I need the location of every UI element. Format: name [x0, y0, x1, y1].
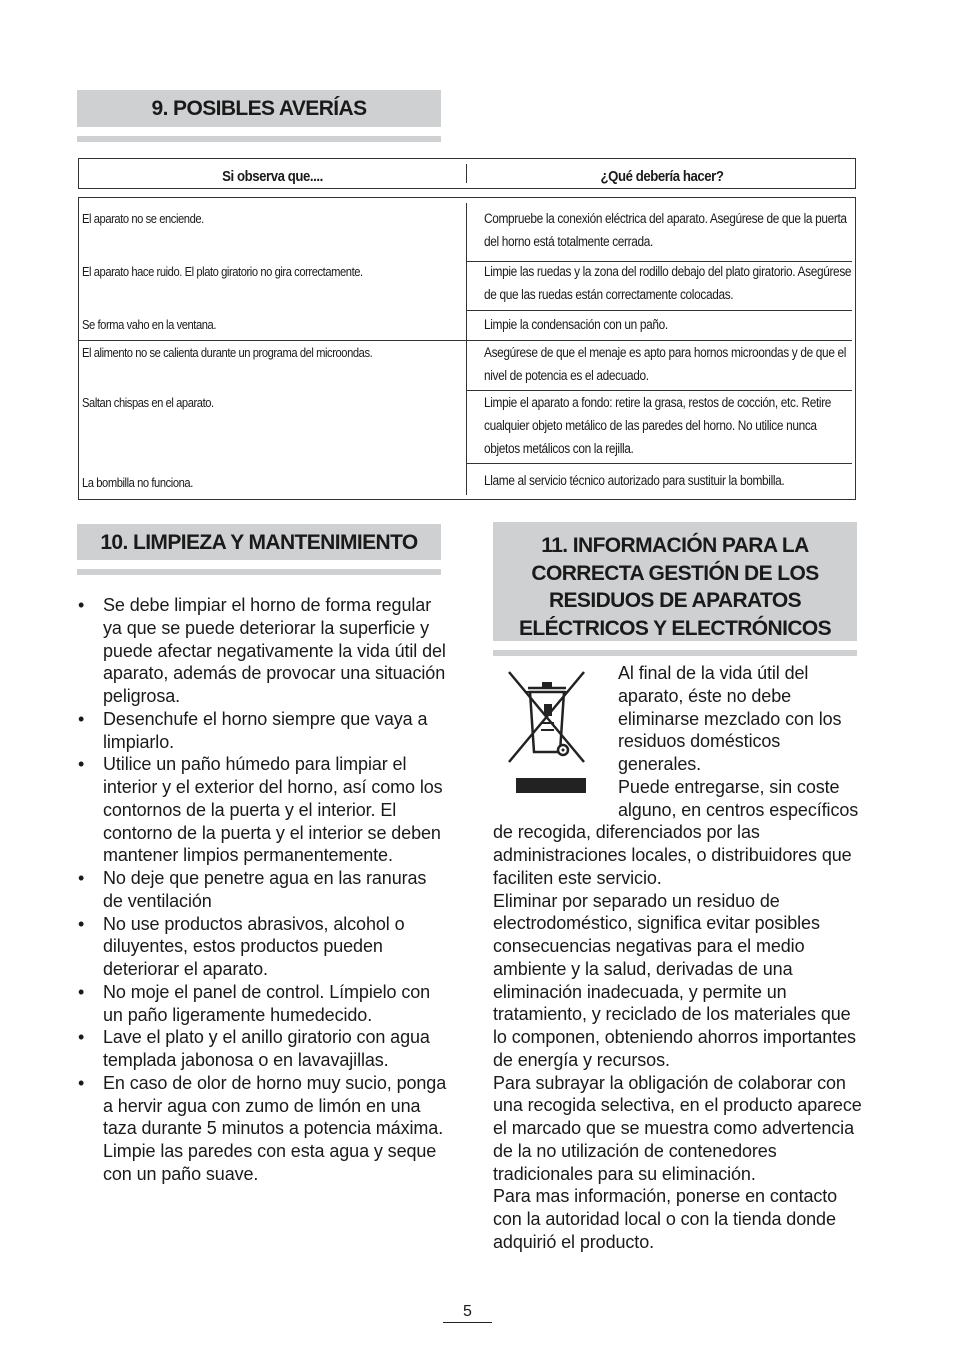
- list-item: [78, 913, 448, 981]
- solution-cell: Asegúrese de que el menaje es apto para hornos microondas y de que el nivel de potencia es el adecuado.: [484, 345, 847, 383]
- title-line: 11. INFORMACIÓN PARA LA: [541, 534, 809, 557]
- list-item-text: Utilice un paño húmedo para limpiar el interior y el exterior del horno, así como los contornos de la puerta y el interior. El contorno de la puerta y el interior se deben mantener limpios permanentemente.: [103, 754, 443, 866]
- list-item-text: En caso de olor de horno muy sucio, ponga a hervir agua con zumo de limón en una taza durante 5 minutos a potencia máxima. Limpie las paredes con esta agua y seque con un paño suave.: [103, 1072, 447, 1184]
- problem-cell: El aparato hace ruido. El plato giratorio no gira correctamente.: [82, 264, 363, 279]
- list-item: [78, 981, 448, 1027]
- list-item-text: Desenchufe el horno siempre que vaya a limpiarlo.: [103, 708, 428, 752]
- header-divider: [466, 164, 467, 183]
- problem-cell: Saltan chispas en el aparato.: [82, 395, 214, 410]
- list-item-text: No deje que penetre agua en las ranuras de ventilación: [103, 868, 427, 911]
- troubleshooting-table: [78, 197, 856, 500]
- section-9-title: 9. POSIBLES AVERÍAS: [77, 90, 441, 127]
- list-item: [78, 867, 448, 913]
- list-item: [78, 1072, 448, 1186]
- bullet: •: [78, 1072, 85, 1093]
- bullet: •: [78, 708, 85, 729]
- problem-cell: La bombilla no funciona.: [82, 475, 193, 490]
- list-item-text: No moje el panel de control. Límpielo con un paño ligeramente humedecido.: [103, 981, 431, 1025]
- bullet: •: [78, 1027, 85, 1048]
- weee-paragraph: Al final de la vida útil del aparato, éste no debe eliminarse mezclado con los residuos domésticos generales.: [618, 663, 842, 774]
- weee-information-text: [493, 662, 863, 1254]
- solution-cell: Limpie las ruedas y la zona del rodillo debajo del plato giratorio. Asegúrese de que las ruedas están correctamente colocadas.: [484, 264, 852, 302]
- problem-cell: El aparato no se enciende.: [82, 211, 204, 226]
- section-10-title: 10. LIMPIEZA Y MANTENIMIENTO: [77, 524, 441, 560]
- title-line: RESIDUOS DE APARATOS: [548, 589, 802, 612]
- cleaning-instructions-list: [78, 594, 448, 1186]
- list-item-text: Se debe limpiar el horno de forma regular ya que se puede deteriorar la superficie y puede afectar negativamente la vida útil del aparato, además de provocar una situación peligrosa.: [103, 595, 446, 706]
- problem-cell: Se forma vaho en la ventana.: [82, 317, 217, 332]
- bullet: •: [78, 754, 85, 775]
- title-line: CORRECTA GESTIÓN DE LOS: [531, 561, 819, 585]
- solution-cell: Limpie el aparato a fondo: retire la grasa, restos de cocción, etc. Retire cualquier objeto metálico de las paredes del horno. No utilice nunca objetos metálicos con la rejilla.: [484, 395, 832, 456]
- bullet: •: [78, 868, 85, 888]
- solution-cell: Compruebe la conexión eléctrica del aparato. Asegúrese de que la puerta del horno está totalmente cerrada.: [484, 211, 847, 249]
- row-divider: [466, 463, 852, 464]
- page-number: 5: [443, 1302, 492, 1323]
- bullet: •: [78, 595, 85, 615]
- list-item: [78, 753, 448, 867]
- column-divider: [466, 203, 467, 495]
- troubleshooting-table-header: [78, 158, 856, 189]
- section-9-underline: [77, 136, 441, 142]
- section-11-underline: [493, 650, 857, 656]
- list-item-text: No use productos abrasivos, alcohol o diluyentes, estos productos pueden deteriorar el aparato.: [103, 913, 405, 979]
- list-item: [78, 594, 448, 708]
- weee-paragraph: Para mas información, ponerse en contacto con la autoridad local o con la tienda donde adquirió el producto.: [493, 1186, 838, 1252]
- solution-cell: Llame al servicio técnico autorizado para sustituir la bombilla.: [484, 473, 785, 488]
- title-line: ELÉCTRICOS Y ELECTRÓNICOS: [518, 616, 832, 640]
- list-item: [78, 708, 448, 754]
- solution-cell: Limpie la condensación con un paño.: [484, 317, 668, 332]
- section-11-title: [493, 522, 857, 641]
- weee-paragraph: Puede entregarse, sin coste alguno, en centros específicos de recogida, diferenciados por las administraciones locales, o distribuidores que faciliten este servicio.: [493, 776, 859, 888]
- column-header-problem: Si observa que....: [222, 168, 323, 185]
- weee-paragraph: Eliminar por separado un residuo de electrodoméstico, significa evitar posibles consecuencias negativas para el medio ambiente y la salud, derivadas de una eliminación inadecuada, y permite un tratamiento, y reciclado de los materiales que lo componen, obteniendo ahorros importantes de energía y recursos.: [493, 890, 856, 1070]
- list-item-text: Lave el plato y el anillo giratorio con agua templada jabonosa o en lavavajillas.: [103, 1027, 430, 1070]
- bullet: •: [78, 913, 85, 934]
- column-header-solution: ¿Qué debería hacer?: [600, 168, 724, 185]
- bullet: •: [78, 981, 85, 1002]
- row-divider: [466, 310, 852, 311]
- list-item: [78, 1026, 448, 1072]
- weee-paragraph: Para subrayar la obligación de colaborar con una recogida selectiva, en el producto aparece el marcado que se muestra como advertencia de la no utilización de contenedores tradicionales para su eliminación.: [493, 1072, 862, 1184]
- problem-cell: El alimento no se calienta durante un programa del microondas.: [82, 345, 373, 360]
- section-10-underline: [77, 569, 441, 575]
